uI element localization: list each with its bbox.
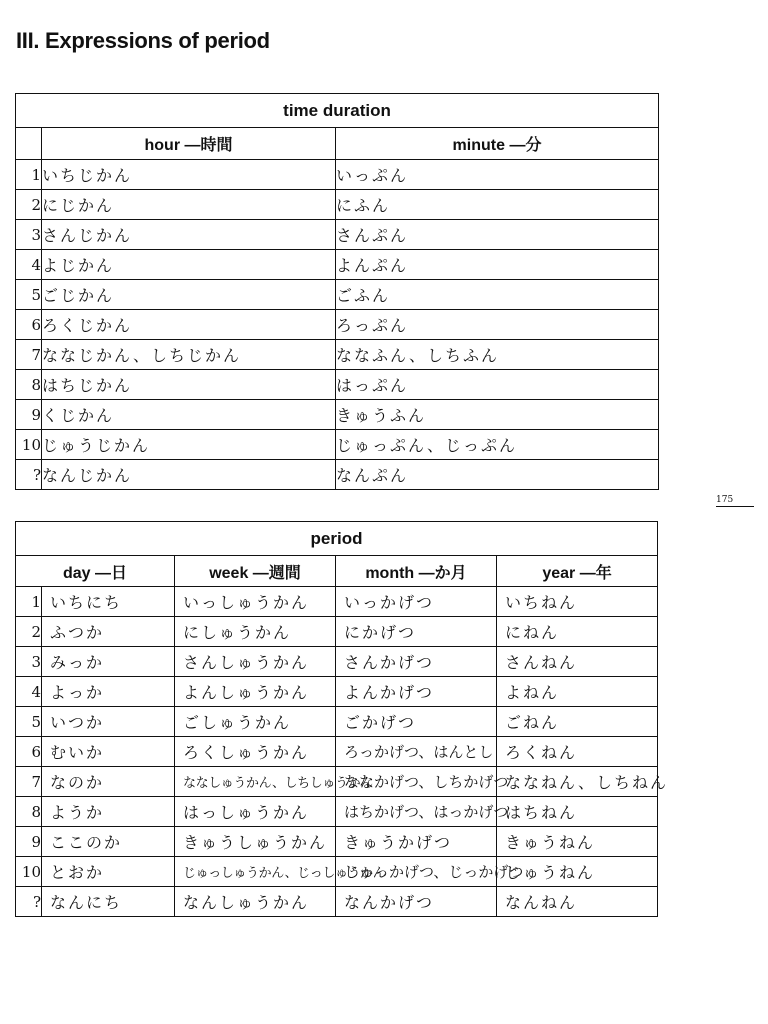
table-row (16, 827, 658, 857)
week-cell: ろくしゅうかん (175, 737, 336, 767)
table-row (16, 460, 659, 490)
row-number: 9 (16, 827, 42, 857)
row-number: 6 (16, 310, 42, 340)
table-row (16, 587, 658, 617)
month-cell: よんかげつ (336, 677, 497, 707)
row-number: 10 (16, 430, 42, 460)
table-row (16, 707, 658, 737)
row-number: 10 (16, 857, 42, 887)
table-row (16, 190, 659, 220)
day-cell: ここのか (42, 827, 175, 857)
month-cell: なんかげつ (336, 887, 497, 917)
year-cell: ろくねん (497, 737, 658, 767)
week-column-header: week —週間 (175, 556, 336, 587)
row-number: 4 (16, 677, 42, 707)
day-cell: ようか (42, 797, 175, 827)
year-cell: さんねん (497, 647, 658, 677)
minute-cell: ろっぷん (336, 310, 659, 340)
table-row (16, 280, 659, 310)
row-number: 2 (16, 617, 42, 647)
row-number: ? (16, 887, 42, 917)
minute-cell: なんぷん (336, 460, 659, 490)
table-row (16, 400, 659, 430)
day-cell: みっか (42, 647, 175, 677)
minute-cell: ななふん、しちふん (336, 340, 659, 370)
minute-cell: はっぷん (336, 370, 659, 400)
hour-cell: ろくじかん (42, 310, 336, 340)
row-number: 8 (16, 797, 42, 827)
year-column-header: year —年 (497, 556, 658, 587)
table-row (16, 340, 659, 370)
minute-column-header: minute —分 (336, 128, 659, 160)
month-cell: いっかげつ (336, 587, 497, 617)
minute-cell: さんぷん (336, 220, 659, 250)
row-number: 4 (16, 250, 42, 280)
week-cell: はっしゅうかん (175, 797, 336, 827)
week-cell: にしゅうかん (175, 617, 336, 647)
month-cell: じゅっかげつ、じっかげつ (336, 857, 497, 887)
month-cell: きゅうかげつ (336, 827, 497, 857)
year-cell: いちねん (497, 587, 658, 617)
day-cell: むいか (42, 737, 175, 767)
year-cell: ごねん (497, 707, 658, 737)
row-number-header (16, 128, 42, 160)
day-cell: いちにち (42, 587, 175, 617)
table-row (16, 617, 658, 647)
table-row (16, 370, 659, 400)
minute-cell: よんぷん (336, 250, 659, 280)
row-number: 5 (16, 707, 42, 737)
row-number: 7 (16, 340, 42, 370)
table-row (16, 797, 658, 827)
table-row (16, 647, 658, 677)
table-row (16, 220, 659, 250)
time-duration-rows (16, 160, 659, 490)
day-cell: なのか (42, 767, 175, 797)
week-cell: さんしゅうかん (175, 647, 336, 677)
row-number: 3 (16, 647, 42, 677)
row-number: 7 (16, 767, 42, 797)
year-cell: よねん (497, 677, 658, 707)
hour-column-header: hour —時間 (42, 128, 336, 160)
week-cell: きゅうしゅうかん (175, 827, 336, 857)
row-number: 9 (16, 400, 42, 430)
hour-cell: くじかん (42, 400, 336, 430)
row-number: 2 (16, 190, 42, 220)
minute-cell: にふん (336, 190, 659, 220)
week-cell: いっしゅうかん (175, 587, 336, 617)
hour-cell: なんじかん (42, 460, 336, 490)
week-cell: よんしゅうかん (175, 677, 336, 707)
page-number: 175 (716, 495, 754, 507)
week-cell: なんしゅうかん (175, 887, 336, 917)
hour-cell: じゅうじかん (42, 430, 336, 460)
row-number: 5 (16, 280, 42, 310)
year-cell: なんねん (497, 887, 658, 917)
minute-cell: きゅうふん (336, 400, 659, 430)
day-cell: いつか (42, 707, 175, 737)
period-table (15, 521, 668, 917)
hour-cell: にじかん (42, 190, 336, 220)
table-row (16, 737, 658, 767)
month-cell: ななかげつ、しちかげつ (336, 767, 497, 797)
table-row (16, 857, 658, 887)
month-cell: さんかげつ (336, 647, 497, 677)
table-row (16, 677, 658, 707)
table-row (16, 430, 659, 460)
day-cell: なんにち (42, 887, 175, 917)
period-title: period (16, 522, 658, 556)
row-number: 3 (16, 220, 42, 250)
month-cell: ろっかげつ、はんとし (336, 737, 497, 767)
minute-cell: ごふん (336, 280, 659, 310)
month-cell: はちかげつ、はっかげつ (336, 797, 497, 827)
page-heading: III. Expressions of period (16, 28, 270, 53)
row-number: 8 (16, 370, 42, 400)
day-column-header: day —日 (16, 556, 175, 587)
table-row (16, 310, 659, 340)
table-row (16, 767, 658, 797)
hour-cell: はちじかん (42, 370, 336, 400)
table-row (16, 160, 659, 190)
month-cell: にかげつ (336, 617, 497, 647)
week-cell: ななしゅうかん、しちしゅうかん (175, 767, 336, 797)
table-row (16, 887, 658, 917)
hour-cell: いちじかん (42, 160, 336, 190)
year-cell: にねん (497, 617, 658, 647)
hour-cell: さんじかん (42, 220, 336, 250)
month-column-header: month —か月 (336, 556, 497, 587)
table-row (16, 250, 659, 280)
hour-cell: よじかん (42, 250, 336, 280)
minute-cell: いっぷん (336, 160, 659, 190)
year-cell: はちねん (497, 797, 658, 827)
time-duration-title: time duration (16, 94, 659, 128)
time-duration-table (15, 93, 659, 490)
day-cell: とおか (42, 857, 175, 887)
row-number: 1 (16, 160, 42, 190)
year-cell: ななねん、しちねん (497, 767, 658, 797)
week-cell: ごしゅうかん (175, 707, 336, 737)
period-rows (16, 587, 668, 917)
row-number: ? (16, 460, 42, 490)
year-cell: きゅうねん (497, 827, 658, 857)
row-number: 1 (16, 587, 42, 617)
minute-cell: じゅっぷん、じっぷん (336, 430, 659, 460)
hour-cell: ごじかん (42, 280, 336, 310)
month-cell: ごかげつ (336, 707, 497, 737)
week-cell: じゅっしゅうかん、じっしゅうかん (175, 857, 336, 887)
hour-cell: ななじかん、しちじかん (42, 340, 336, 370)
day-cell: よっか (42, 677, 175, 707)
row-number: 6 (16, 737, 42, 767)
year-cell: じゅうねん (497, 857, 658, 887)
day-cell: ふつか (42, 617, 175, 647)
